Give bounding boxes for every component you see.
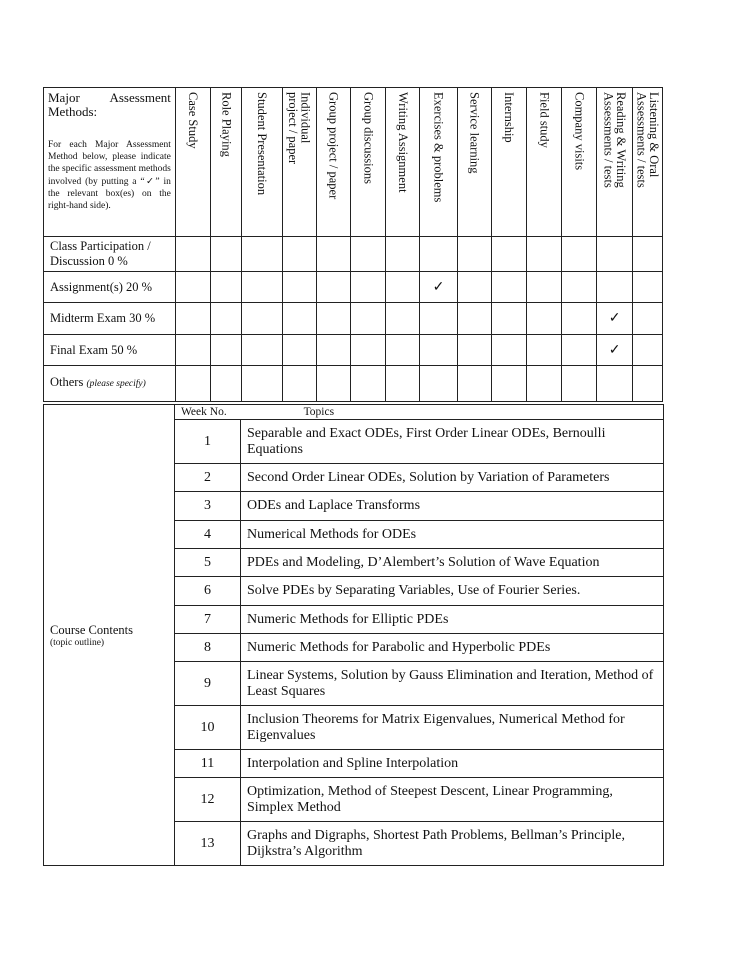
empty-check-cell [175, 272, 210, 303]
assessment-column-label: Reading & Writing Assessments / tests [601, 92, 629, 188]
empty-check-cell [316, 303, 350, 335]
assessment-title [48, 91, 171, 105]
empty-check-cell [562, 366, 597, 402]
week-no-header: Week No. [181, 406, 227, 418]
empty-check-cell [632, 303, 662, 335]
week-number: 9 [175, 662, 241, 706]
week-topic: Optimization, Method of Steepest Descent, Linear Programming, Simplex Method [241, 778, 664, 822]
empty-check-cell [632, 237, 662, 272]
topics-header: Topics [303, 406, 335, 418]
week-topic: Numerical Methods for ODEs [241, 521, 664, 549]
empty-check-cell [211, 303, 242, 335]
course-contents-title: Course Contents [50, 622, 133, 637]
others-label-text: Others [50, 375, 84, 389]
empty-check-cell [562, 272, 597, 303]
empty-check-cell [527, 335, 562, 366]
empty-check-cell [597, 237, 632, 272]
empty-check-cell [457, 237, 491, 272]
assessment-column-label: Internship [502, 92, 517, 143]
week-topic: PDEs and Modeling, D’Alembert’s Solution of Wave Equation [241, 549, 664, 577]
empty-check-cell [175, 335, 210, 366]
assessment-column-header [175, 88, 210, 237]
empty-check-cell [282, 272, 316, 303]
assessment-column-label: Role Playing [219, 92, 234, 157]
empty-check-cell [420, 335, 457, 366]
assessment-row [44, 335, 663, 366]
week-number: 13 [175, 822, 241, 866]
assessment-column-header [420, 88, 457, 237]
assessment-column-label: Group project / paper [326, 92, 341, 200]
week-number: 2 [175, 464, 241, 492]
empty-check-cell [316, 366, 350, 402]
empty-check-cell [350, 366, 385, 402]
week-number: 7 [175, 606, 241, 634]
empty-check-cell [242, 237, 282, 272]
course-contents-header-row [44, 405, 664, 420]
assessment-row-label: Midterm Exam 30 % [44, 303, 176, 335]
checkmark-cell: ✓ [597, 303, 632, 335]
assessment-row-label: Final Exam 50 % [44, 335, 176, 366]
assessment-column-header [316, 88, 350, 237]
empty-check-cell [282, 335, 316, 366]
empty-check-cell [350, 303, 385, 335]
empty-check-cell [420, 303, 457, 335]
empty-check-cell [242, 303, 282, 335]
empty-check-cell [491, 272, 526, 303]
week-topic: Numeric Methods for Elliptic PDEs [241, 606, 664, 634]
empty-check-cell [350, 272, 385, 303]
empty-check-cell [316, 335, 350, 366]
assessment-column-label: Listening & Oral Assessments / tests [634, 92, 661, 188]
course-contents-sublabel: (topic outline) [50, 637, 105, 648]
week-topic: ODEs and Laplace Transforms [241, 492, 664, 521]
empty-check-cell [386, 237, 420, 272]
week-topic: Numeric Methods for Parabolic and Hyperbolic PDEs [241, 634, 664, 662]
assessment-instructions: For each Major Assessment Method below, please indicate the specific assessment methods involved (by putting a “✓” in the relevant box(es) on the right-hand side). [48, 140, 171, 212]
empty-check-cell [350, 335, 385, 366]
week-number: 1 [175, 420, 241, 464]
assessment-methods-table [43, 87, 663, 402]
week-topic: Solve PDEs by Separating Variables, Use of Fourier Series. [241, 577, 664, 606]
empty-check-cell [420, 237, 457, 272]
week-topics-header [175, 405, 664, 420]
course-contents-label [44, 405, 175, 866]
week-number: 12 [175, 778, 241, 822]
assessment-column-label: Writing Assignment [396, 92, 411, 193]
empty-check-cell [527, 272, 562, 303]
assessment-column-header [457, 88, 491, 237]
empty-check-cell [527, 366, 562, 402]
empty-check-cell [386, 303, 420, 335]
assessment-column-header [632, 88, 662, 237]
empty-check-cell [491, 366, 526, 402]
assessment-column-label: Case Study [186, 92, 201, 149]
empty-check-cell [316, 237, 350, 272]
week-number: 3 [175, 492, 241, 521]
assessment-column-label: Group discussions [361, 92, 376, 185]
empty-check-cell [597, 272, 632, 303]
assessment-methods-header [44, 88, 176, 237]
empty-check-cell [420, 366, 457, 402]
empty-check-cell [282, 366, 316, 402]
empty-check-cell [350, 237, 385, 272]
empty-check-cell [632, 272, 662, 303]
week-number: 11 [175, 750, 241, 778]
week-number: 4 [175, 521, 241, 549]
assessment-column-header [562, 88, 597, 237]
empty-check-cell [242, 366, 282, 402]
assessment-column-header [597, 88, 632, 237]
week-topic: Interpolation and Spline Interpolation [241, 750, 664, 778]
empty-check-cell [457, 303, 491, 335]
empty-check-cell [316, 272, 350, 303]
assessment-column-header [527, 88, 562, 237]
empty-check-cell [562, 237, 597, 272]
empty-check-cell [175, 366, 210, 402]
week-topic: Separable and Exact ODEs, First Order Linear ODEs, Bernoulli Equations [241, 420, 664, 464]
week-topic: Inclusion Theorems for Matrix Eigenvalues, Numerical Method for Eigenvalues [241, 706, 664, 750]
empty-check-cell [597, 366, 632, 402]
others-label [44, 366, 176, 402]
empty-check-cell [242, 335, 282, 366]
empty-check-cell [386, 366, 420, 402]
empty-check-cell [242, 272, 282, 303]
empty-check-cell [282, 303, 316, 335]
empty-check-cell [386, 335, 420, 366]
assessment-row-others [44, 366, 663, 402]
empty-check-cell [457, 335, 491, 366]
week-topic: Second Order Linear ODEs, Solution by Variation of Parameters [241, 464, 664, 492]
assessment-title-line2: Methods: [48, 104, 98, 119]
assessment-column-header [386, 88, 420, 237]
empty-check-cell [175, 303, 210, 335]
assessment-column-label: Service learning [467, 92, 482, 174]
empty-check-cell [211, 237, 242, 272]
empty-check-cell [457, 366, 491, 402]
empty-check-cell [211, 335, 242, 366]
assessment-row [44, 237, 663, 272]
assessment-title-right: Assessment [109, 90, 171, 105]
assessment-column-label: Company visits [572, 92, 587, 171]
empty-check-cell [632, 335, 662, 366]
assessment-column-label: Student Presentation [255, 92, 270, 196]
assessment-column-label: Individual project / paper [286, 92, 313, 165]
week-number: 10 [175, 706, 241, 750]
assessment-row-label: Class Participation / Discussion 0 % [44, 237, 176, 272]
assessment-column-header [282, 88, 316, 237]
empty-check-cell [527, 303, 562, 335]
empty-check-cell [562, 335, 597, 366]
empty-check-cell [457, 272, 491, 303]
week-number: 6 [175, 577, 241, 606]
checkmark-cell: ✓ [420, 272, 457, 303]
empty-check-cell [632, 366, 662, 402]
checkmark-cell: ✓ [597, 335, 632, 366]
assessment-row [44, 272, 663, 303]
empty-check-cell [386, 272, 420, 303]
week-topic: Graphs and Digraphs, Shortest Path Problems, Bellman’s Principle, Dijkstra’s Algorithm [241, 822, 664, 866]
assessment-column-label: Exercises & problems [431, 92, 446, 203]
empty-check-cell [211, 366, 242, 402]
week-topic: Linear Systems, Solution by Gauss Elimination and Iteration, Method of Least Squares [241, 662, 664, 706]
empty-check-cell [175, 237, 210, 272]
assessment-row-label: Assignment(s) 20 % [44, 272, 176, 303]
assessment-row [44, 303, 663, 335]
others-note: (please specify) [86, 379, 146, 389]
assessment-column-header [211, 88, 242, 237]
empty-check-cell [491, 335, 526, 366]
empty-check-cell [491, 303, 526, 335]
assessment-column-label: Field study [537, 92, 552, 148]
assessment-column-header [242, 88, 282, 237]
assessment-header-row [44, 88, 663, 237]
assessment-column-header [350, 88, 385, 237]
course-contents-table [43, 404, 664, 866]
empty-check-cell [562, 303, 597, 335]
empty-check-cell [527, 237, 562, 272]
empty-check-cell [491, 237, 526, 272]
assessment-column-header [491, 88, 526, 237]
empty-check-cell [282, 237, 316, 272]
assessment-title-left: Major [48, 90, 80, 105]
empty-check-cell [211, 272, 242, 303]
week-number: 5 [175, 549, 241, 577]
week-number: 8 [175, 634, 241, 662]
